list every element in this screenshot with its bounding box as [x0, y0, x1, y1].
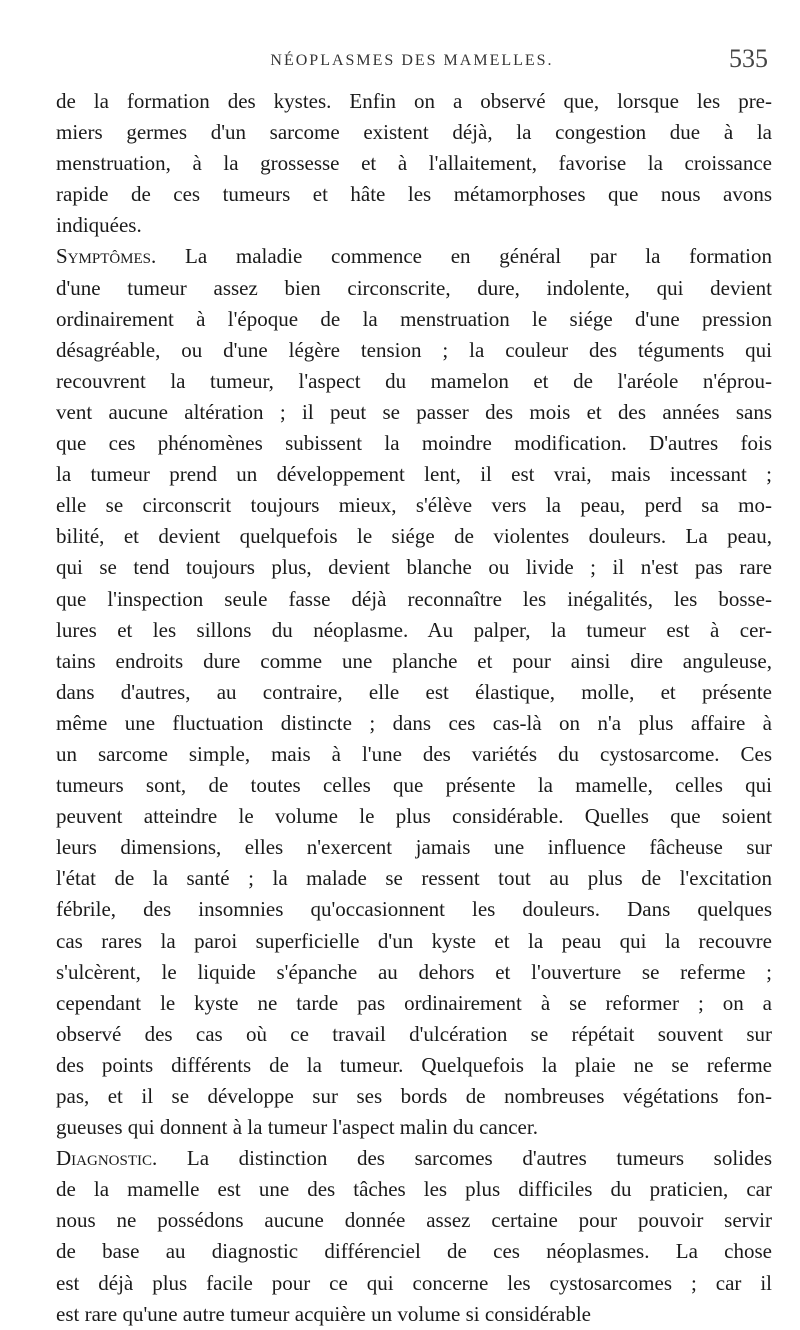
text-line: tumeurs sont, de toutes celles que présente la mamelle, celles qui	[56, 773, 772, 798]
text-line: qui se tend toujours plus, devient blanche ou livide ; il n'est pas rare	[56, 555, 772, 580]
text-line: menstruation, à la grossesse et à l'allaitement, favorise la croissance	[56, 151, 772, 176]
text-line: de base au diagnostic différenciel de ces néoplasmes. La chose	[56, 1239, 772, 1264]
text-line: de la mamelle est une des tâches les plus difficiles du praticien, car	[56, 1177, 772, 1202]
page-header	[56, 44, 768, 84]
text-line-rest: La distinction des sarcomes d'autres tumeurs solides	[157, 1146, 772, 1171]
text-line: que l'inspection seule fasse déjà reconnaître les inégalités, les bosse-	[56, 586, 772, 611]
section-heading-symptomes: Symptômes.	[56, 244, 157, 269]
text-line: peuvent atteindre le volume le plus considérable. Quelles que soient	[56, 804, 772, 829]
text-line: lures et les sillons du néoplasme. Au palper, la tumeur est à cer-	[56, 617, 772, 642]
text-line: rapide de ces tumeurs et hâte les métamorphoses que nous avons	[56, 182, 772, 207]
text-line: est déjà plus facile pour ce qui concerne les cystosarcomes ; car il	[56, 1270, 772, 1295]
text-line: gueuses qui donnent à la tumeur l'aspect malin du cancer.	[56, 1115, 538, 1140]
text-line: tains endroits dure comme une planche et pour ainsi dire anguleuse,	[56, 648, 772, 673]
text-line: la tumeur prend un développement lent, il est vrai, mais incessant ;	[56, 462, 772, 487]
text-line: bilité, et devient quelquefois le siége de violentes douleurs. La peau,	[56, 524, 772, 549]
text-line: fébrile, des insomnies qu'occasionnent les douleurs. Dans quelques	[56, 897, 772, 922]
text-line: l'état de la santé ; la malade se ressent tout au plus de l'excitation	[56, 866, 772, 891]
text-line: que ces phénomènes subissent la moindre modification. D'autres fois	[56, 431, 772, 456]
running-title: NÉOPLASMES DES MAMELLES.	[270, 52, 554, 69]
text-line: des points différents de la tumeur. Quelquefois la plaie ne se referme	[56, 1052, 772, 1077]
section-heading-diagnostic: Diagnostic.	[56, 1146, 158, 1171]
text-line: cependant le kyste ne tarde pas ordinairement à se reformer ; on a	[56, 990, 772, 1015]
text-line: dans d'autres, au contraire, elle est élastique, molle, et présente	[56, 679, 772, 704]
text-line: cas rares la paroi superficielle d'un kyste et la peau qui la recouvre	[56, 928, 772, 953]
text-line: elle se circonscrit toujours mieux, s'élève vers la peau, perd sa mo-	[56, 493, 772, 518]
page-number: 535	[729, 44, 768, 73]
text-line: de la formation des kystes. Enfin on a observé que, lorsque les pre-	[56, 89, 772, 113]
text-line: miers germes d'un sarcome existent déjà, la congestion due à la	[56, 120, 772, 145]
body-text	[56, 86, 772, 1330]
text-line: observé des cas où ce travail d'ulcération se répétait souvent sur	[56, 1021, 772, 1046]
text-line: pas, et il se développe sur ses bords de nombreuses végétations fon-	[56, 1084, 772, 1108]
text-line: ordinairement à l'époque de la menstruation le siége d'une pression	[56, 306, 772, 331]
text-line: indiquées.	[56, 213, 142, 238]
text-line-rest: La maladie commence en général par la formation	[156, 244, 772, 269]
text-line: un sarcome simple, mais à l'une des variétés du cystosarcome. Ces	[56, 741, 772, 766]
text-line: nous ne possédons aucune donnée assez certaine pour pouvoir servir	[56, 1208, 772, 1233]
text-line: d'une tumeur assez bien circonscrite, dure, indolente, qui devient	[56, 275, 772, 300]
text-line	[56, 241, 772, 272]
text-line: leurs dimensions, elles n'exercent jamais une influence fâcheuse sur	[56, 835, 772, 860]
text-line: vent aucune altération ; il peut se passer des mois et des années sans	[56, 399, 772, 424]
text-line: s'ulcèrent, le liquide s'épanche au dehors et l'ouverture se referme ;	[56, 959, 772, 984]
text-line: recouvrent la tumeur, l'aspect du mamelon et de l'aréole n'éprou-	[56, 368, 772, 393]
text-line: est rare qu'une autre tumeur acquière un volume si considérable	[56, 1301, 591, 1326]
text-line: même une fluctuation distincte ; dans ces cas-là on n'a plus affaire à	[56, 710, 772, 735]
text-line	[56, 1143, 772, 1174]
text-line: désagréable, ou d'une légère tension ; la couleur des téguments qui	[56, 337, 772, 362]
